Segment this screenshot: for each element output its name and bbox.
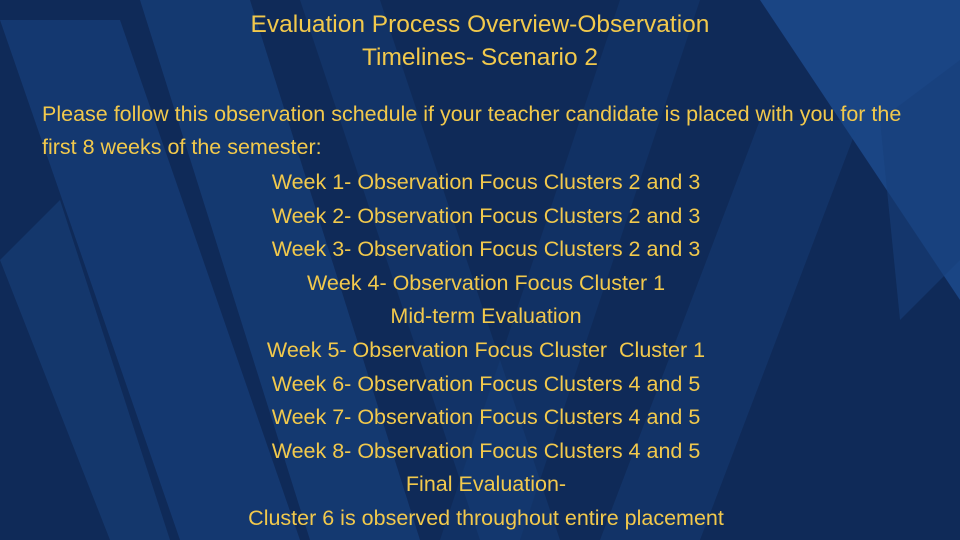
schedule-item: Week 8- Observation Focus Clusters 4 and 5 — [271, 438, 701, 463]
schedule-item: Week 7- Observation Focus Clusters 4 and 5 — [271, 405, 701, 430]
schedule-item: Mid-term Evaluation — [390, 304, 582, 329]
intro-paragraph: Please follow this observation schedule if your teacher candidate is placed with you for the first 8 weeks of the semester: — [42, 102, 902, 159]
schedule-item: Week 3- Observation Focus Clusters 2 and 3 — [271, 237, 701, 262]
schedule-item: Week 5- Observation Focus Cluster Cluster 1 — [266, 337, 706, 362]
schedule-item: Week 1- Observation Focus Clusters 2 and 3 — [271, 170, 701, 194]
title-line-2: Timelines- Scenario 2 — [361, 44, 599, 71]
observation-schedule — [0, 166, 960, 536]
schedule-item: Week 6- Observation Focus Clusters 4 and 5 — [271, 371, 701, 396]
schedule-item: Week 4- Observation Focus Cluster 1 — [306, 270, 666, 295]
schedule-item: Cluster 6 is observed throughout entire placement — [248, 505, 724, 530]
slide-title — [120, 8, 840, 74]
title-line-1: Evaluation Process Overview-Observation — [250, 11, 710, 38]
schedule-item: Week 2- Observation Focus Clusters 2 and 3 — [271, 203, 701, 228]
schedule-item: Final Evaluation- — [405, 472, 567, 497]
